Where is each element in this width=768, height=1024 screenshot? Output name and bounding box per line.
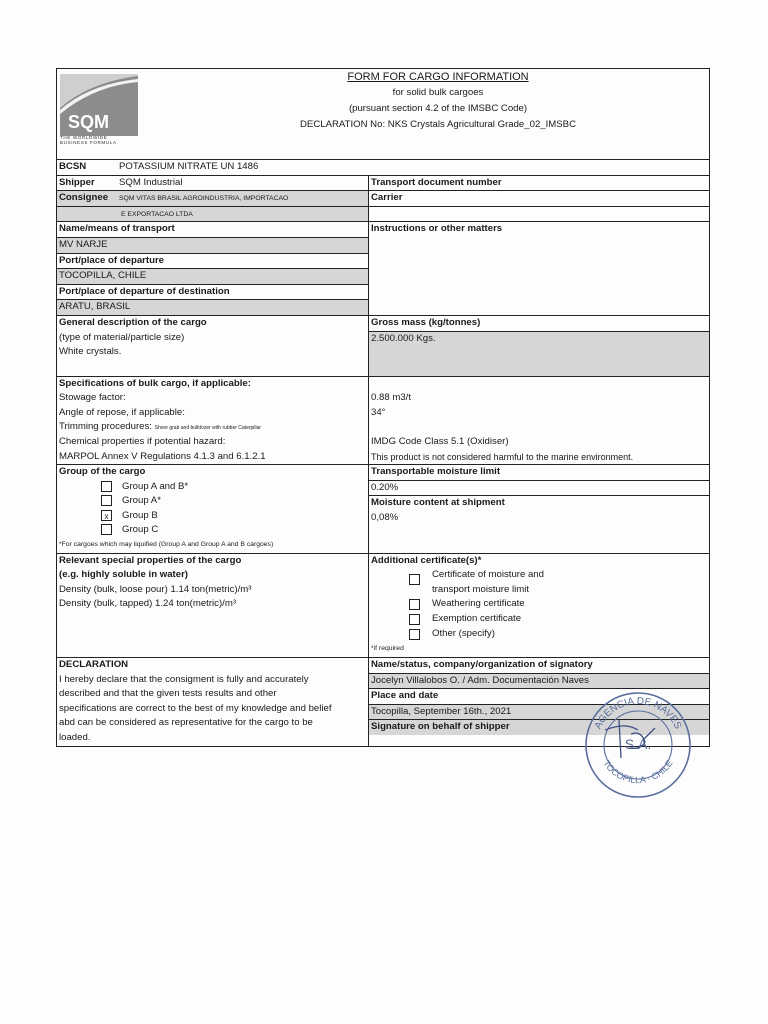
- cert-list: [371, 568, 707, 642]
- row-group: [57, 465, 710, 554]
- general-label: General description of the cargo: [59, 316, 207, 328]
- declaration-line: loaded.: [59, 732, 91, 743]
- checkbox[interactable]: [409, 599, 420, 610]
- header-text: [227, 69, 649, 133]
- group-option: Group A and B*: [59, 480, 366, 495]
- checkbox[interactable]: [101, 524, 112, 535]
- declaration-line: described and that the given tests results and other: [59, 688, 277, 700]
- svg-text:SQM: SQM: [68, 112, 110, 132]
- gross-mass-value: 2.500.000 Kgs.: [369, 331, 709, 376]
- marpol-value: This product is not considered harmful to the marine environment.: [371, 451, 634, 462]
- certs-footnote: *if required: [371, 645, 404, 653]
- declaration-number: DECLARATION No: NKS Crystals Agricultural Grade_02_IMSBC: [300, 119, 576, 130]
- general-sub: (type of material/particle size): [59, 331, 185, 343]
- declaration-line: I hereby declare that the consigment is fully and accurately: [59, 673, 309, 685]
- company-stamp: [583, 690, 693, 800]
- carrier-label: Carrier: [371, 192, 403, 204]
- cert-item: Certificate of moisture and transport moisture limit: [409, 568, 707, 597]
- destination-value: ARATU, BRASIL: [57, 299, 368, 315]
- checkbox[interactable]: [101, 481, 112, 492]
- destination-label: Port/place of departure of destination: [59, 285, 230, 297]
- stamp-center: S.A.: [624, 736, 652, 752]
- shipper-value: SQM Industrial: [119, 176, 183, 188]
- checkbox[interactable]: [409, 629, 420, 640]
- transport-name-label: Name/means of transport: [59, 223, 175, 235]
- trimming-label: Trimming procedures:: [59, 421, 152, 433]
- cert-item: Exemption certificate: [409, 612, 707, 627]
- place-date-label: Place and date: [371, 690, 439, 702]
- checkbox[interactable]: [409, 574, 420, 585]
- density-tapped: Density (bulk, tapped) 1.24 ton(metric)/m³: [59, 598, 237, 610]
- group-footnote: *For cargoes which may liquified (Group A and Group A and B cargoes): [59, 541, 274, 549]
- declaration-line: abd can be considered as representative for the cargo to be: [59, 717, 313, 729]
- transport-name-value: MV NARJE: [57, 237, 368, 253]
- cert-item: Weathering certificate: [409, 597, 707, 612]
- group-option: Group C: [59, 523, 366, 538]
- form-title: FORM FOR CARGO INFORMATION: [347, 71, 529, 83]
- row-general: [57, 315, 710, 376]
- sqm-logo: [60, 74, 138, 136]
- svg-text:AGENCIA DE NAVES: AGENCIA DE NAVES: [592, 695, 684, 731]
- group-option: Group A*: [59, 494, 366, 509]
- consignee-value-2: E EXPORTACAO LTDA: [121, 210, 193, 218]
- consignee-value-1: SQM VITAS BRASIL AGROINDUSTRIA, IMPORTACAO: [119, 195, 289, 203]
- consignee-label: Consignee: [59, 192, 109, 204]
- place-date-value: Tocopilla, September 16th., 2021: [369, 704, 709, 720]
- specs-label: Specifications of bulk cargo, if applicable:: [59, 377, 251, 389]
- bcsn-label: BCSN: [59, 161, 87, 172]
- cargo-form: [56, 68, 710, 747]
- moisture-content-label: Moisture content at shipment: [371, 497, 505, 509]
- group-option: x Group B: [59, 509, 366, 524]
- shipper-label: Shipper: [59, 176, 95, 188]
- tml-value: 0.20%: [369, 480, 709, 496]
- checkbox[interactable]: [101, 495, 112, 506]
- repose-label: Angle of repose, if applicable:: [59, 406, 185, 418]
- special-label-2: (e.g. highly soluble in water): [59, 569, 188, 581]
- stowage-label: Stowage factor:: [59, 392, 126, 404]
- signatory-name-label: Name/status, company/organization of signatory: [371, 659, 593, 671]
- instructions-label: Instructions or other matters: [371, 223, 503, 235]
- row-bcsn: [57, 160, 710, 175]
- gross-mass-label: Gross mass (kg/tonnes): [371, 316, 481, 328]
- repose-value: 34°: [371, 406, 386, 418]
- signature-label: Signature on behalf of shipper: [371, 721, 510, 733]
- chemical-value: IMDG Code Class 5.1 (Oxidiser): [371, 435, 509, 447]
- trimming-note: Shore grab and bulldozer with rubber Caterpillar: [154, 425, 262, 432]
- departure-label: Port/place of departure: [59, 254, 165, 266]
- header-pursuant: (pursuant section 4.2 of the IMSBC Code): [348, 103, 528, 114]
- cert-item: Other (specify): [409, 627, 707, 642]
- declaration-line: specifications are correct to the best of my knowledge and belief: [59, 702, 332, 714]
- certs-label: Additional certificate(s)*: [371, 554, 482, 566]
- chemical-label: Chemical properties if potential hazard:: [59, 435, 226, 447]
- form-table: [56, 160, 710, 747]
- departure-value: TOCOPILLA, CHILE: [57, 268, 368, 284]
- svg-text:TOCOPILLA · CHILE: TOCOPILLA · CHILE: [601, 758, 675, 786]
- header-subtitle: for solid bulk cargoes: [392, 87, 484, 98]
- row-special: [57, 553, 710, 657]
- tml-label: Transportable moisture limit: [371, 466, 501, 478]
- row-consignee: [57, 191, 710, 222]
- declaration-label: DECLARATION: [59, 659, 129, 671]
- marpol-label: MARPOL Annex V Regulations 4.1.3 and 6.1.2.1: [59, 450, 266, 462]
- density-loose: Density (bulk, loose pour) 1.14 ton(metric)/m³: [59, 583, 252, 595]
- form-header: [56, 68, 710, 160]
- group-label: Group of the cargo: [59, 466, 146, 478]
- row-specs: [57, 376, 710, 465]
- row-transport: [57, 222, 710, 316]
- moisture-content-value: 0,08%: [371, 511, 399, 523]
- logo-tagline: THE WORLDWIDE BUSINESS FORMULA: [60, 135, 117, 146]
- transport-doc-label: Transport document number: [371, 176, 502, 188]
- general-value: White crystals.: [59, 346, 122, 358]
- checkbox[interactable]: [409, 614, 420, 625]
- row-shipper: [57, 175, 710, 191]
- special-label-1: Relevant special properties of the cargo: [59, 554, 242, 566]
- signatory-name-value: Jocelyn Villalobos O. / Adm. Documentación Naves: [369, 673, 709, 689]
- stowage-value: 0.88 m3/t: [371, 392, 411, 404]
- bcsn-value: POTASSIUM NITRATE UN 1486: [119, 161, 259, 172]
- checkbox[interactable]: x: [101, 510, 112, 521]
